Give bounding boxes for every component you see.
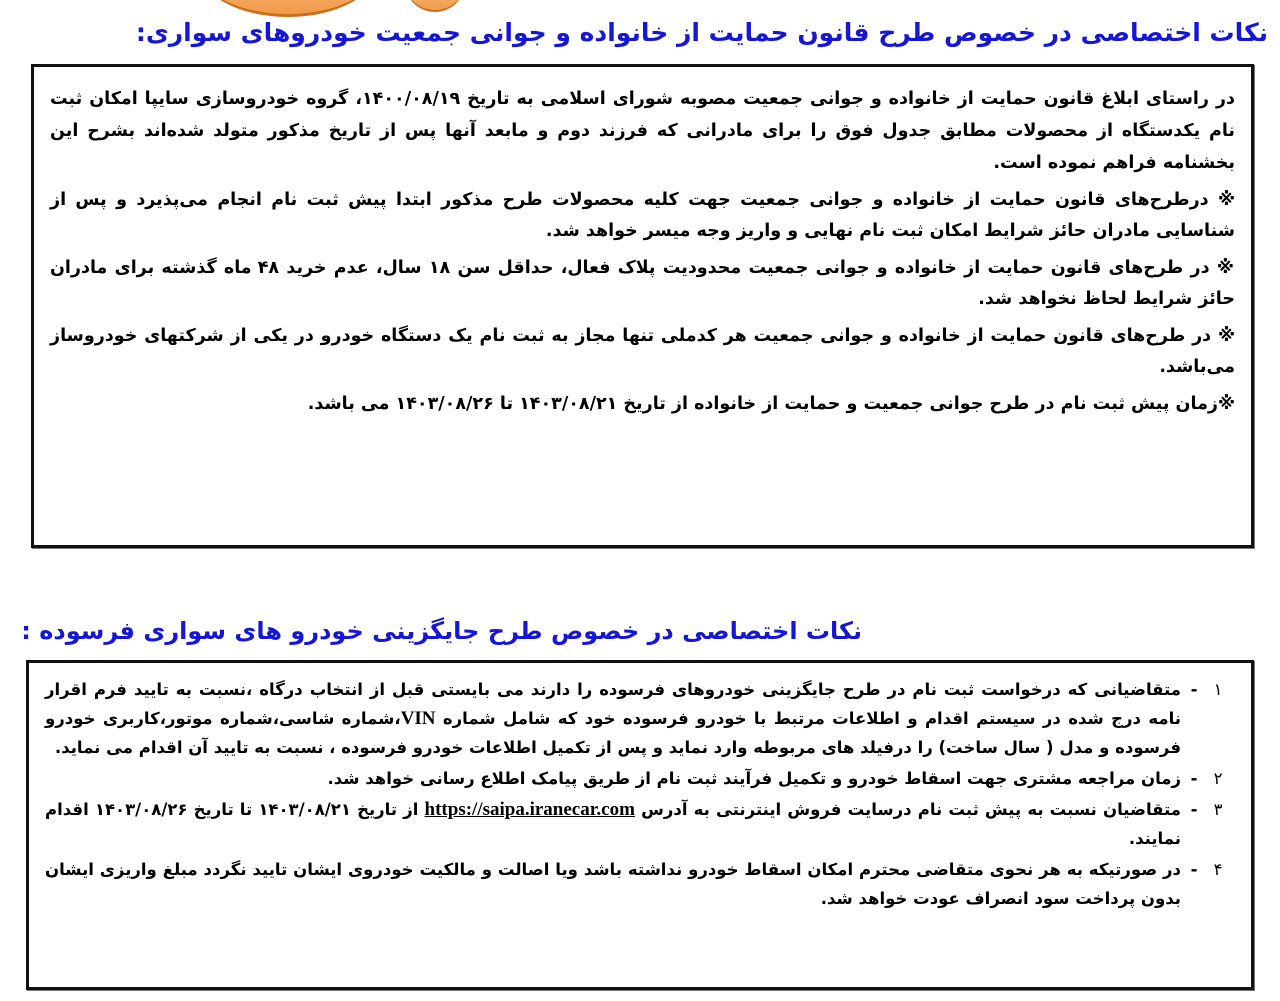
item-dash: - (1190, 680, 1198, 699)
section1-note-4: ※زمان پیش ثبت نام در طرح جوانی جمعیت و حمایت از خانواده از تاریخ ۱۴۰۳/۰۸/۲۱ تا ۱۴۰۳/۰۸/۲۶ می باشد. (307, 394, 1235, 414)
item-text-part: متقاضیان نسبت به پیش ثبت نام درسایت فروش اینترنتی به آدرس (634, 800, 1181, 819)
section1-note-2: ※ در طرح‌های قانون حمایت از خانواده و جوانی جمعیت محدودیت پلاک فعال، حداقل سن ۱۸ سال، عدم خرید ۴۸ ماه گذشته برای مادران حائز شرایط لحاظ نخواهد شد. (50, 258, 1235, 309)
section2-heading: نکات اختصاصی در خصوص طرح جایگزینی خودرو های سواری فرسوده : (21, 617, 862, 645)
list-item (45, 795, 1229, 853)
item-number: ۱ (1213, 680, 1223, 699)
list-item (45, 855, 1229, 913)
list-item (45, 764, 1229, 793)
list-item (45, 675, 1229, 762)
section2-box (26, 660, 1254, 990)
item-text: در صورتیکه به هر نحوی متقاضی محترم امکان اسقاط خودرو نداشته باشد ویا اصالت و مالکیت خودروی ایشان تایید نگردد مبلغ واریزی ایشان بدون پرداخت سود انصراف عودت خواهد شد. (45, 860, 1181, 908)
item-text: زمان مراجعه مشتری جهت اسقاط خودرو و تکمیل فرآیند ثبت نام از طریق پیامک اطلاع رسانی خواهد شد. (327, 769, 1181, 788)
section1-heading: نکات اختصاصی در خصوص طرح قانون حمایت از خانواده و جوانی جمعیت خودروهای سواری: (135, 18, 1268, 47)
item-dash: - (1190, 860, 1198, 879)
vin-label: VIN (400, 708, 436, 729)
section1-box (31, 64, 1254, 548)
item-number: ۲ (1213, 769, 1223, 788)
decorative-orange-shape (198, 0, 378, 17)
item-dash: - (1190, 769, 1198, 788)
item-dash: - (1190, 800, 1198, 819)
item-number: ۴ (1213, 860, 1223, 879)
item-number: ۳ (1213, 800, 1223, 819)
decorative-orange-shape-small (405, 0, 465, 12)
section1-note-3: ※ در طرح‌های قانون حمایت از خانواده و جوانی جمعیت هر کدملی تنها مجاز به ثبت نام یک دستگاه خودرو در یکی از شرکتهای خودروساز می‌باشد. (50, 326, 1235, 377)
saipa-website-link[interactable]: https://saipa.iranecar.com (424, 799, 635, 820)
section1-note-1: ※ درطرح‌های قانون حمایت از خانواده و جوانی جمعیت جهت کلیه محصولات طرح مذکور ابتدا پیش ثبت نام انجام می‌پذیرد و پس از شناسایی مادران حائز شرایط امکان ثبت نام نهایی و واریز وجه میسر خواهد شد. (50, 190, 1235, 241)
item-text-part: متقاضیانی که درخواست ثبت نام در طرح جایگزینی خودروهای فرسوده را دارند می بایستی قبل از انتخاب درگاه ،نسبت به تایید فرم اقرار نامه درج شده در سیستم اقدام و اطلاعات مرتبط با خودرو فرسوده خود که شامل شماره (45, 680, 1181, 728)
section1-intro: در راستای ابلاغ قانون حمایت از خانواده و جوانی جمعیت مصوبه شورای اسلامی به تاریخ ۱۴۰۰/۰۸/۱۹، گروه خودروسازی سایپا امکان ثبت نام یکدستگاه از محصولات مطابق جدول فوق را برای مادرانی که فرزند دوم و مابعد آنها پس از تاریخ مذکور متولد شده‌اند بشرح این بخشنامه فراهم نموده است. (50, 89, 1235, 173)
item-text-part: از تاریخ ۱۴۰۳/۰۸/۲۱ تا تاریخ ۱۴۰۳/۰۸/۲۶ اقدام نمایند. (45, 800, 1181, 848)
item-text (45, 795, 1181, 853)
item-text-part: ،شماره شاسی،شماره موتور،کاربری خودرو فرسوده و مدل ( سال ساخت) را درفیلد های مربوطه وارد نماید و پس از تکمیل اطلاعات خودرو فرسوده ، نسبت به تایید آن اقدام می نماید. (45, 709, 1181, 757)
item-text (45, 675, 1181, 762)
